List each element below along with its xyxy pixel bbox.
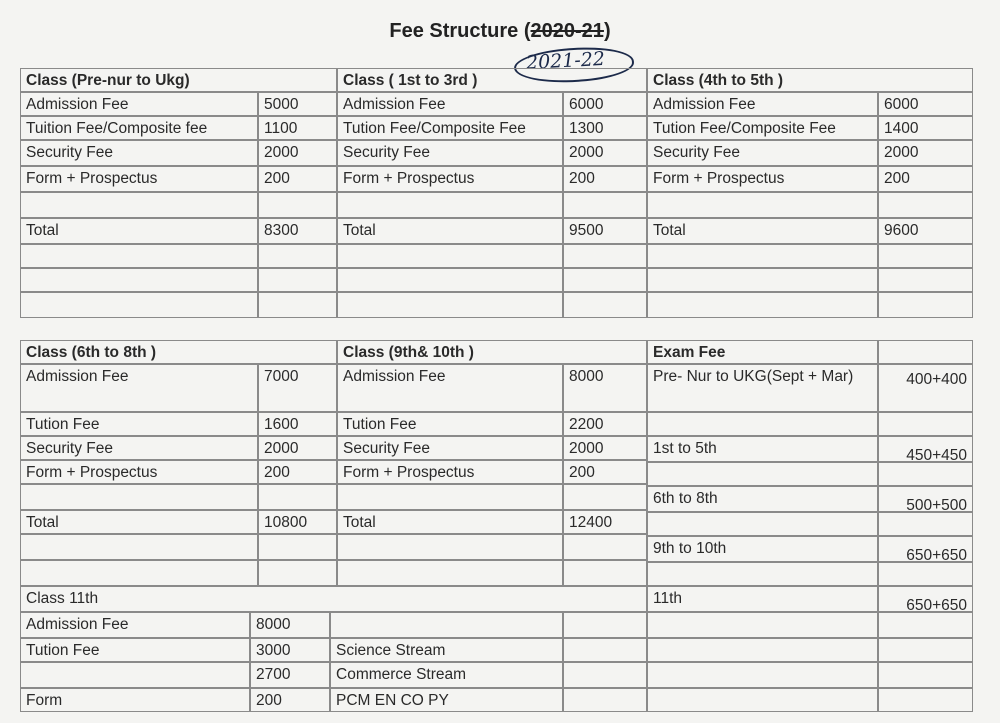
exam-label: 9th to 10th bbox=[647, 536, 878, 562]
blank-cell bbox=[20, 484, 258, 510]
blank-cell bbox=[647, 412, 878, 436]
blank-cell bbox=[878, 412, 973, 436]
exam-header: Exam Fee bbox=[647, 340, 878, 364]
exam-label: 11th bbox=[647, 586, 878, 612]
blank-cell bbox=[647, 512, 878, 536]
blank-cell bbox=[647, 562, 878, 586]
total-value: 12400 bbox=[563, 510, 647, 534]
blank-cell bbox=[563, 612, 647, 638]
exam-value: 500+500 bbox=[878, 486, 973, 512]
blank-cell bbox=[337, 244, 563, 268]
fee-value: 2000 bbox=[878, 140, 973, 166]
fee-label: Form + Prospectus bbox=[647, 166, 878, 192]
blank-cell bbox=[563, 638, 647, 662]
blank-cell bbox=[20, 192, 258, 218]
fee-label: Form + Prospectus bbox=[337, 166, 563, 192]
fee-label: Form + Prospectus bbox=[337, 460, 563, 484]
fee-value: 1400 bbox=[878, 116, 973, 140]
exam-label: 1st to 5th bbox=[647, 436, 878, 462]
fee-value: 200 bbox=[563, 460, 647, 484]
total-value: 9500 bbox=[563, 218, 647, 244]
blank-cell bbox=[878, 688, 973, 712]
blank-cell bbox=[563, 244, 647, 268]
blank-cell bbox=[647, 688, 878, 712]
fee-value: 2700 bbox=[250, 662, 330, 688]
blank-cell bbox=[563, 662, 647, 688]
blank-cell bbox=[878, 292, 973, 318]
blank-cell bbox=[878, 612, 973, 638]
fee-label: Admission Fee bbox=[20, 612, 250, 638]
blank-cell bbox=[878, 462, 973, 486]
total-label: Total bbox=[20, 218, 258, 244]
fee-value: 200 bbox=[250, 688, 330, 712]
exam-value: 450+450 bbox=[878, 436, 973, 462]
exam-label: Pre- Nur to UKG(Sept + Mar) bbox=[647, 364, 878, 412]
fee-value: 5000 bbox=[258, 92, 337, 116]
c11-header: Class 11th bbox=[20, 586, 647, 612]
blank-cell bbox=[20, 560, 258, 586]
fee-value: 2000 bbox=[258, 436, 337, 460]
blank-cell bbox=[647, 244, 878, 268]
stream-note: Science Stream bbox=[330, 638, 563, 662]
fee-label: Tution Fee bbox=[20, 638, 250, 662]
blank-cell bbox=[563, 560, 647, 586]
fee-value: 1300 bbox=[563, 116, 647, 140]
exam-label: 6th to 8th bbox=[647, 486, 878, 512]
blank-cell bbox=[20, 268, 258, 292]
blank-cell bbox=[337, 268, 563, 292]
struck-year: 2020-21 bbox=[530, 20, 604, 42]
fee-label: Tution Fee/Composite Fee bbox=[647, 116, 878, 140]
blank-cell bbox=[647, 662, 878, 688]
fee-value: 7000 bbox=[258, 364, 337, 412]
stream-note: Commerce Stream bbox=[330, 662, 563, 688]
c1-header: Class (Pre-nur to Ukg) bbox=[20, 68, 337, 92]
fee-label: Form bbox=[20, 688, 250, 712]
total-value: 10800 bbox=[258, 510, 337, 534]
blank-cell bbox=[647, 462, 878, 486]
stream-note bbox=[330, 612, 563, 638]
blank-cell bbox=[258, 484, 337, 510]
blank-cell bbox=[258, 244, 337, 268]
total-value: 8300 bbox=[258, 218, 337, 244]
fee-value: 6000 bbox=[878, 92, 973, 116]
fee-label: Security Fee bbox=[647, 140, 878, 166]
fee-value: 200 bbox=[258, 166, 337, 192]
fee-value: 8000 bbox=[563, 364, 647, 412]
fee-label: Admission Fee bbox=[337, 92, 563, 116]
fee-label: Tution Fee bbox=[20, 412, 258, 436]
total-label: Total bbox=[337, 510, 563, 534]
blank-cell bbox=[20, 244, 258, 268]
blank-cell bbox=[563, 292, 647, 318]
fee-label: Admission Fee bbox=[337, 364, 563, 412]
stream-note: PCM EN CO PY bbox=[330, 688, 563, 712]
blank-cell bbox=[878, 268, 973, 292]
c2-header: Class ( 1st to 3rd ) bbox=[337, 68, 647, 92]
blank-cell bbox=[337, 534, 563, 560]
fee-label: Admission Fee bbox=[647, 92, 878, 116]
fee-value: 3000 bbox=[250, 638, 330, 662]
total-label: Total bbox=[337, 218, 563, 244]
blank-cell bbox=[20, 292, 258, 318]
fee-label: Tution Fee/Composite Fee bbox=[337, 116, 563, 140]
blank-cell bbox=[647, 638, 878, 662]
fee-value: 2000 bbox=[563, 140, 647, 166]
fee-label: Admission Fee bbox=[20, 92, 258, 116]
fee-value: 1600 bbox=[258, 412, 337, 436]
c4-header: Class (6th to 8th ) bbox=[20, 340, 337, 364]
blank-cell bbox=[258, 534, 337, 560]
fee-label: Form + Prospectus bbox=[20, 166, 258, 192]
total-label: Total bbox=[647, 218, 878, 244]
c5-header: Class (9th& 10th ) bbox=[337, 340, 647, 364]
fee-value: 200 bbox=[258, 460, 337, 484]
blank-cell bbox=[563, 268, 647, 292]
blank-cell bbox=[878, 512, 973, 536]
blank-cell bbox=[647, 292, 878, 318]
fee-label: Security Fee bbox=[20, 436, 258, 460]
total-value: 9600 bbox=[878, 218, 973, 244]
total-label: Total bbox=[20, 510, 258, 534]
blank-cell bbox=[647, 612, 878, 638]
exam-value: 400+400 bbox=[878, 364, 973, 412]
blank-cell bbox=[878, 244, 973, 268]
fee-value: 8000 bbox=[250, 612, 330, 638]
handwritten-year: 2021-22 bbox=[525, 47, 606, 75]
blank-cell bbox=[563, 192, 647, 218]
fee-label: Form + Prospectus bbox=[20, 460, 258, 484]
blank-cell bbox=[337, 484, 563, 510]
fee-value: 2200 bbox=[563, 412, 647, 436]
fee-label: Security Fee bbox=[20, 140, 258, 166]
blank-cell bbox=[258, 560, 337, 586]
fee-label: Security Fee bbox=[337, 436, 563, 460]
fee-label: Admission Fee bbox=[20, 364, 258, 412]
blank-cell bbox=[878, 662, 973, 688]
fee-value: 6000 bbox=[563, 92, 647, 116]
blank-cell bbox=[258, 268, 337, 292]
blank-cell bbox=[337, 292, 563, 318]
fee-value: 200 bbox=[563, 166, 647, 192]
fee-value: 1100 bbox=[258, 116, 337, 140]
blank-cell bbox=[337, 192, 563, 218]
blank-cell bbox=[878, 192, 973, 218]
blank-cell bbox=[563, 484, 647, 510]
fee-label: Security Fee bbox=[337, 140, 563, 166]
blank-cell bbox=[878, 340, 973, 364]
fee-label: Tution Fee bbox=[337, 412, 563, 436]
blank-cell bbox=[337, 560, 563, 586]
blank-cell bbox=[647, 192, 878, 218]
exam-value: 650+650 bbox=[878, 586, 973, 612]
c3-header: Class (4th to 5th ) bbox=[647, 68, 973, 92]
blank-cell bbox=[563, 688, 647, 712]
exam-value: 650+650 bbox=[878, 536, 973, 562]
fee-value: 2000 bbox=[563, 436, 647, 460]
blank-cell bbox=[878, 562, 973, 586]
blank-cell bbox=[20, 534, 258, 560]
fee-value: 2000 bbox=[258, 140, 337, 166]
blank-cell bbox=[878, 638, 973, 662]
fee-label bbox=[20, 662, 250, 688]
fee-value: 200 bbox=[878, 166, 973, 192]
blank-cell bbox=[258, 292, 337, 318]
page-title: Fee Structure (2020-21) bbox=[389, 20, 611, 42]
blank-cell bbox=[563, 534, 647, 560]
blank-cell bbox=[258, 192, 337, 218]
blank-cell bbox=[647, 268, 878, 292]
fee-label: Tuition Fee/Composite fee bbox=[20, 116, 258, 140]
